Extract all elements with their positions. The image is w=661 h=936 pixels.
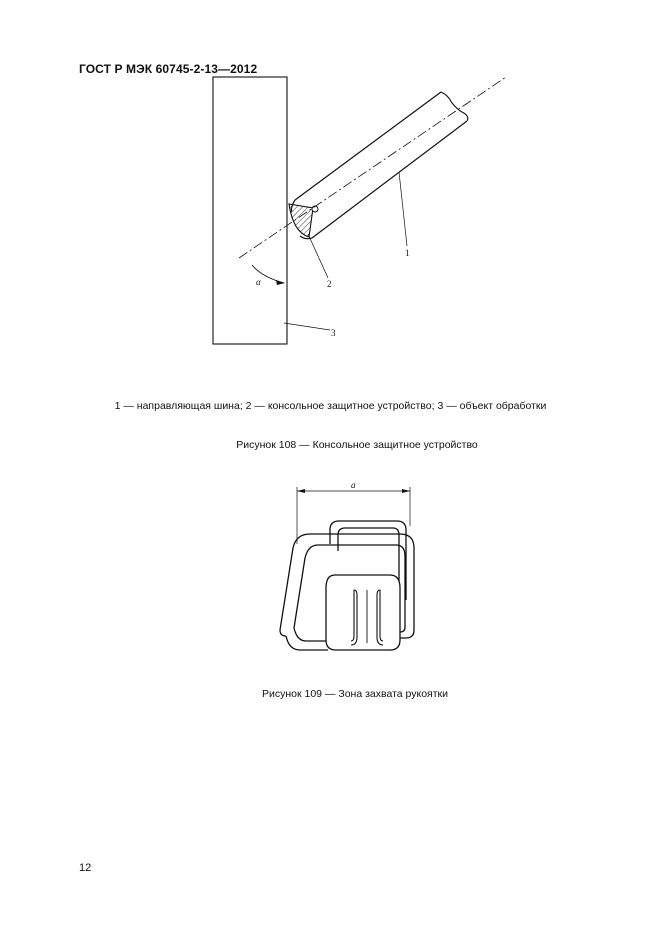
figure-108-caption: Рисунок 108 — Консольное защитное устройство — [236, 439, 478, 451]
callout-1: 1 — [405, 248, 410, 258]
grip-block — [326, 575, 400, 650]
document-header: ГОСТ Р МЭК 60745-2-13—2012 — [79, 62, 258, 76]
callout-2: 2 — [327, 279, 332, 289]
callout-3: 3 — [331, 328, 336, 338]
dimension-label: a — [351, 480, 356, 490]
handle-front-outer-left — [286, 636, 328, 650]
dimension-arrow-right — [402, 489, 410, 493]
dimension-arrow-left — [297, 489, 305, 493]
handle-front-inner-left — [294, 628, 328, 641]
angle-label: α — [256, 277, 261, 287]
figure-109-caption: Рисунок 109 — Зона захвата рукоятки — [261, 688, 448, 700]
figure-108-legend: 1 — направляющая шина; 2 — консольное защитное устройство; 3 — объект обработки — [114, 400, 547, 412]
page-number: 12 — [79, 862, 92, 874]
